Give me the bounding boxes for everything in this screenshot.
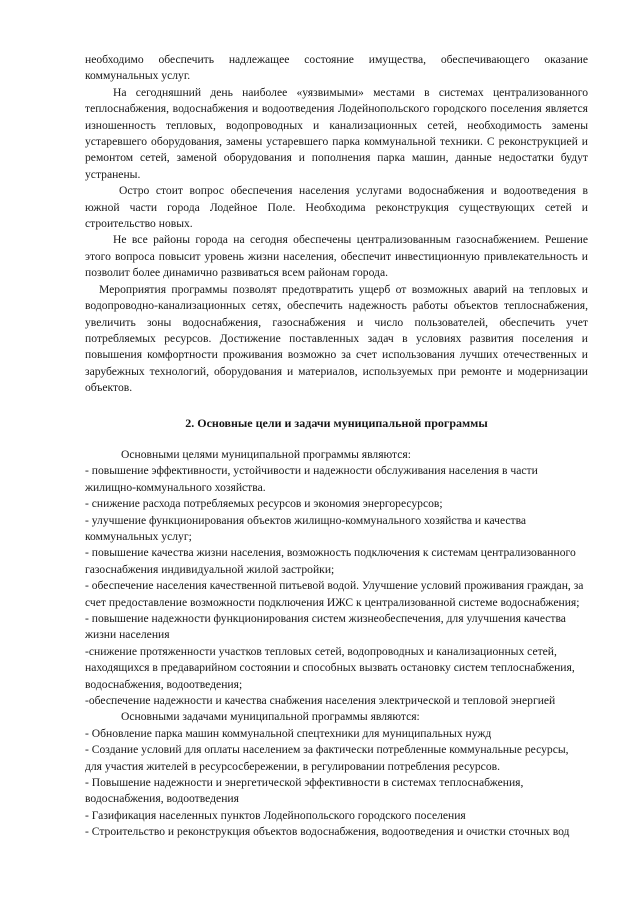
task-item: - Строительство и реконструкция объектов водоснабжения, водоотведения и очистки сточных вод (85, 825, 570, 839)
goal-item: - повышение качества жизни населения, возможность подключения к системам централизованного газоснабжения индивидуальной жилой застройки; (85, 546, 576, 576)
task-item: - Повышение надежности и энергетической эффективности в системах теплоснабжения, водоснабжения, водоотведения (85, 776, 524, 806)
paragraph-water-supply: Остро стоит вопрос обеспечения населения услугами водоснабжения и водоотведения в южной части города Лодейное Поле. Необходима реконструкция существующих сетей и строительство новых. (85, 184, 588, 231)
goal-item: - снижение расхода потребляемых ресурсов и экономия энергоресурсов; (85, 497, 443, 511)
goals-intro: Основными целями муниципальной программы являются: (121, 447, 411, 461)
paragraph-vulnerable-places: На сегодняшний день наиболее «уязвимыми» местами в системах централизованного теплоснабжения, водоснабжения и водоотведения Лодейнопольского городского поселения является изношенность тепловых, водопроводных и канализационных сетей, необходимость замены устаревшего оборудования, замены устаревшего парка коммунальной техники. С реконструкцией и ремонтом сетей, заменой оборудования и пополнения парка машин, данные недостатки будут устранены. (85, 85, 588, 181)
goal-item: -обеспечение надежности и качества снабжения населения электрической и тепловой энергией (85, 694, 556, 708)
paragraph-continuation: необходимо обеспечить надлежащее состояние имущества, обеспечивающего оказание коммунальных услуг. (85, 53, 588, 83)
goal-item: - обеспечение населения качественной питьевой водой. Улучшение условий проживания граждан, за счет предоставление возможности подключения ИЖС к централизованной системе водоснабжения; (85, 579, 584, 609)
task-item: - Создание условий для оплаты населением за фактически потребленные коммунальные ресурсы, для участия жителей в ресурсосбережении, в регулировании потребления ресурсов. (85, 743, 569, 773)
paragraph-program-measures: Мероприятия программы позволят предотвратить ущерб от возможных аварий на тепловых и водопроводно-канализационных сетях, обеспечить надежность работы объектов теплоснабжения, увеличить зоны водоснабжения, газоснабжения и число пользователей, обеспечить учет потребляемых ресурсов. Достижение поставленных задач в условиях развития поселения и повышения комфортности проживания возможно за счет использования лучших отечественных и зарубежных технологий, оборудования и материалов, используемых при ремонте и модернизации объектов. (85, 282, 588, 395)
goal-item: - улучшение функционирования объектов жилищно-коммунального хозяйства и качества коммунальных услуг; (85, 513, 527, 543)
goal-item: -снижение протяженности участков тепловых сетей, водопроводных и канализационных сетей, находящихся в предаварийном состоянии и способных вызвать остановку систем теплоснабжения, водоснабжения, водоотведения; (85, 644, 575, 691)
goal-item: - повышение эффективности, устойчивости и надежности обслуживания населения в части жилищно-коммунального хозяйства. (85, 464, 538, 494)
goal-item: - повышение надежности функционирования систем жизнеобеспечения, для улучшения качества жизни населения (85, 612, 566, 642)
task-item: - Обновление парка машин коммунальной спецтехники для муниципальных нужд (85, 726, 492, 740)
task-item: - Газификация населенных пунктов Лодейнопольского городского поселения (85, 808, 466, 822)
section-heading: 2. Основные цели и задачи муниципальной программы (185, 415, 488, 430)
paragraph-gas-supply: Не все районы города на сегодня обеспечены централизованным газоснабжением. Решение этого вопроса повысит уровень жизни населения, обеспечит инвестиционную привлекательность и позволит более динамично развиваться всем районам города. (85, 233, 588, 280)
tasks-intro: Основными задачами муниципальной программы являются: (121, 710, 420, 724)
